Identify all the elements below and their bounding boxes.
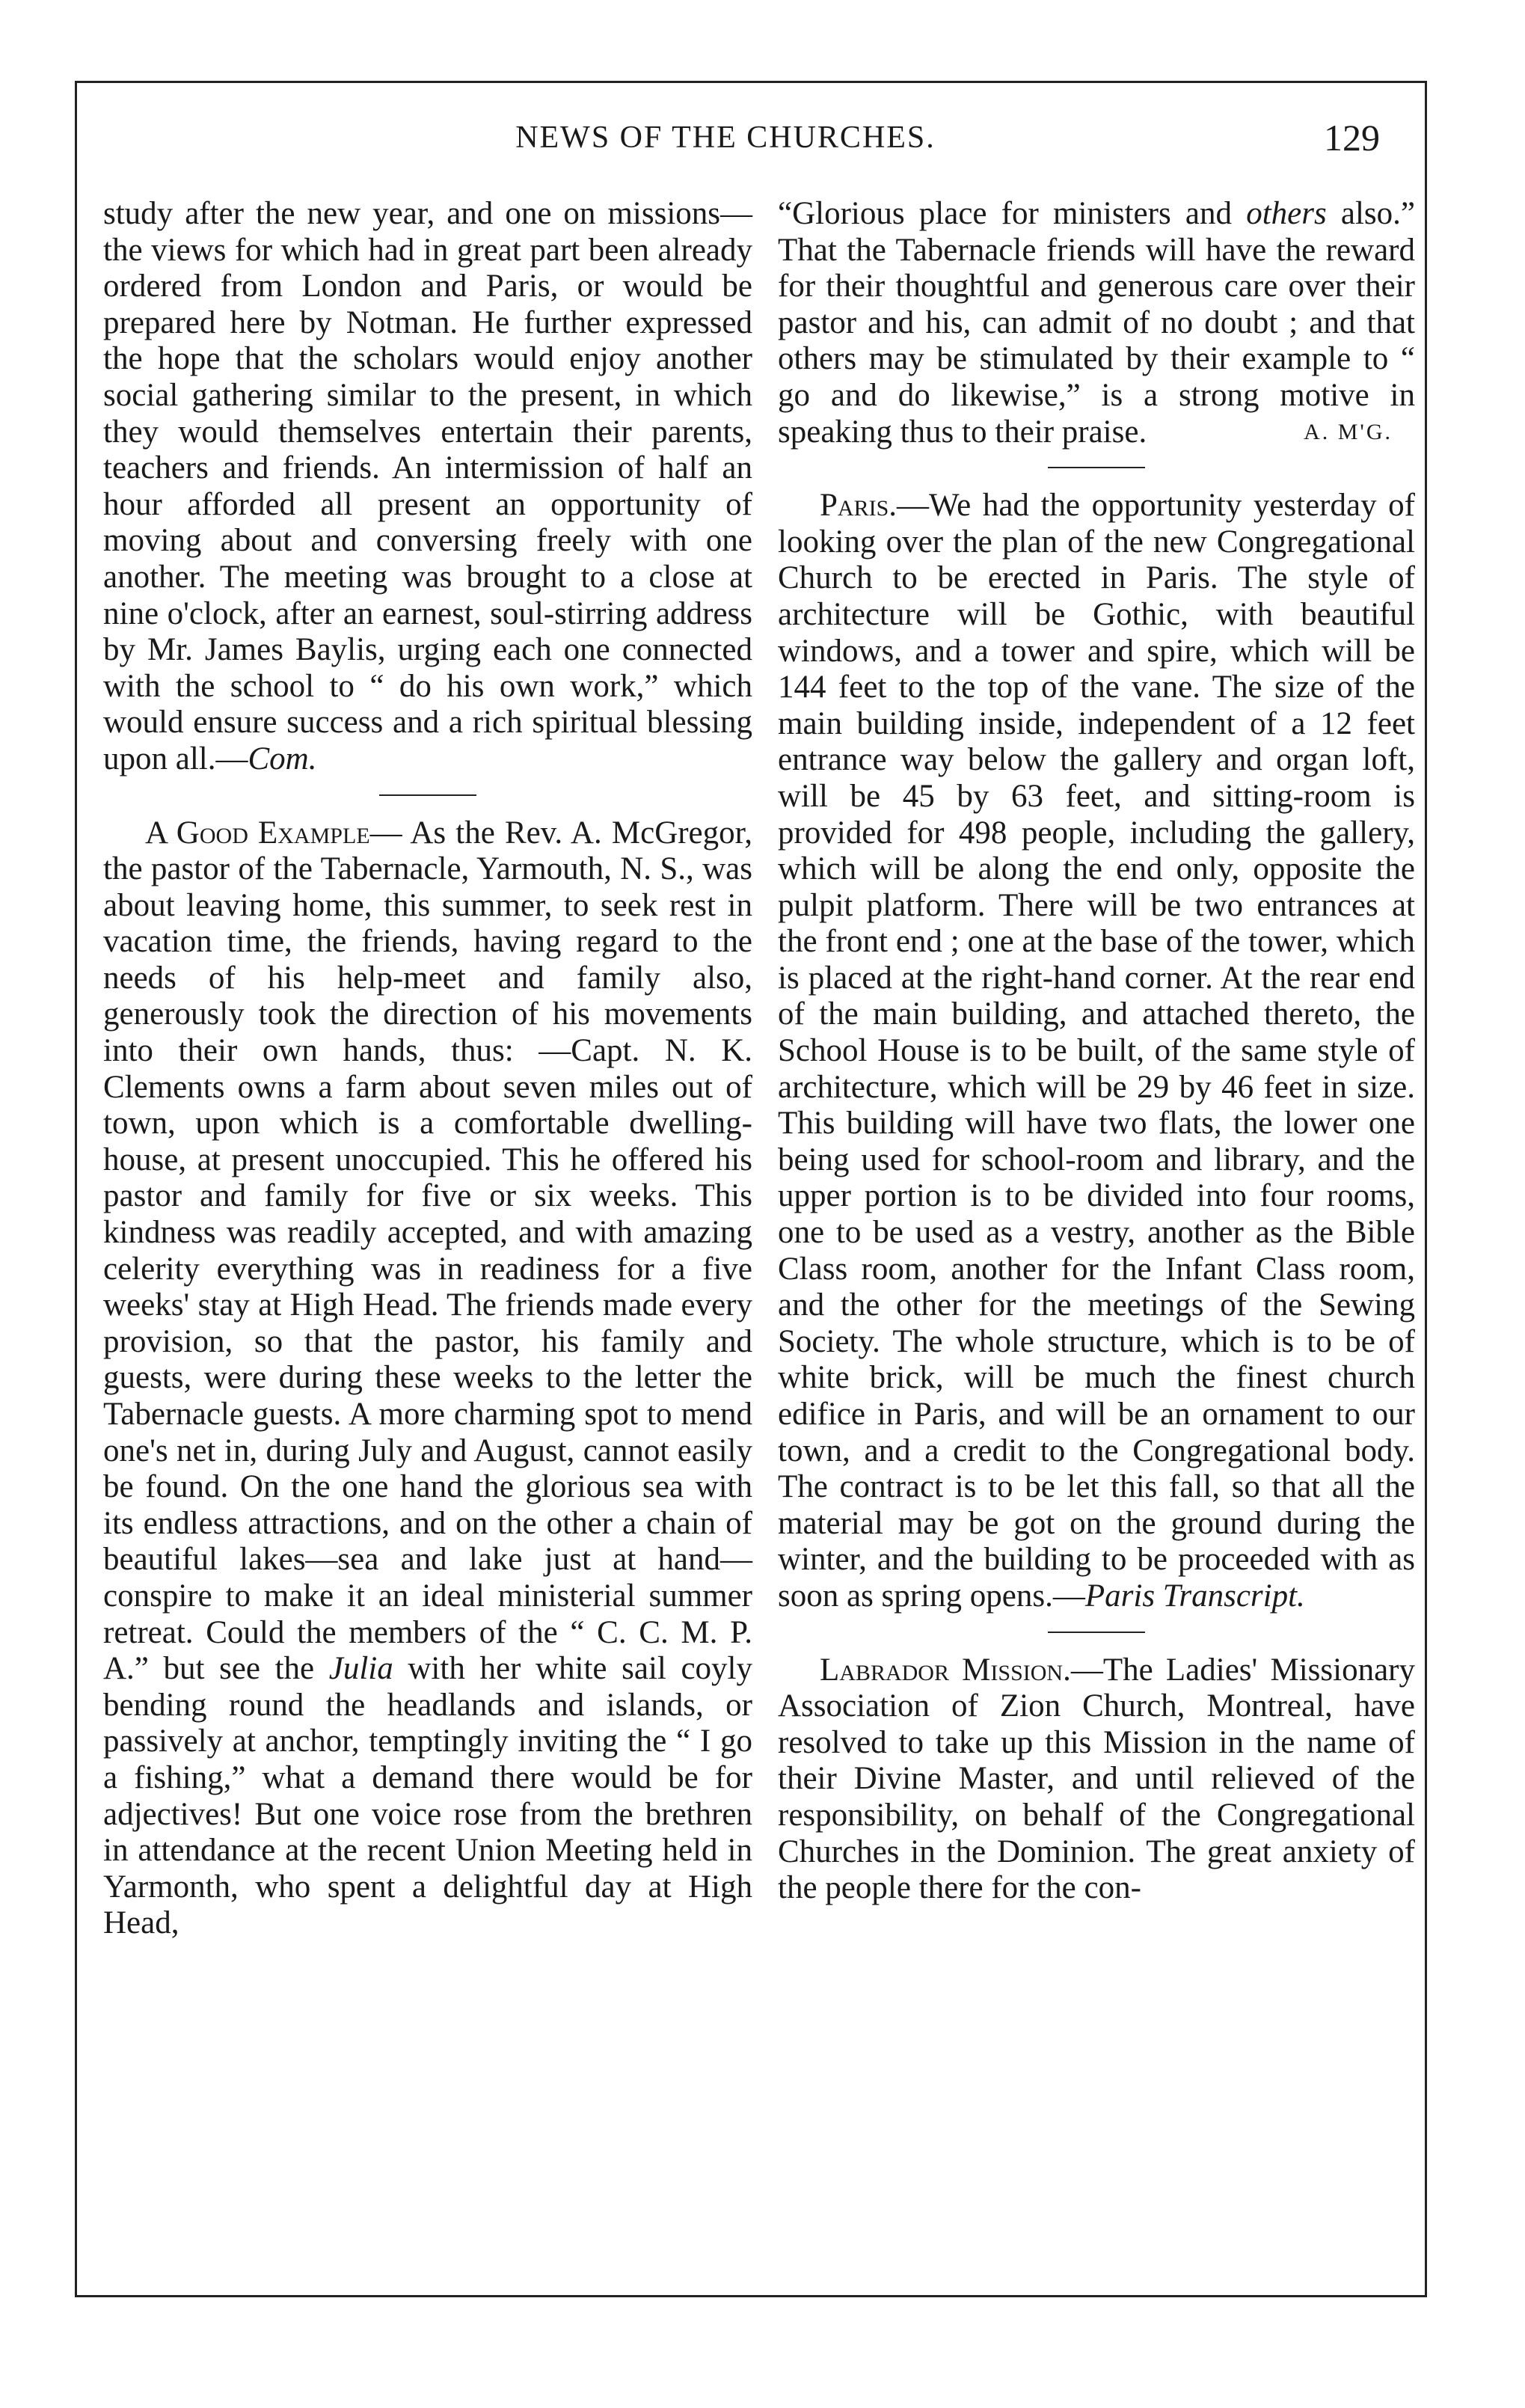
left-paragraph-continued xyxy=(103,196,752,778)
section-separator xyxy=(1048,467,1145,468)
paris-heading: Paris. xyxy=(820,488,897,524)
page-frame-bottom-rule xyxy=(75,2295,1427,2297)
good-example-emphasis: others xyxy=(1246,196,1327,231)
page-frame-left-rule xyxy=(75,81,77,2295)
good-example-heading: A Good Example xyxy=(145,815,370,851)
labrador-heading: Labrador Mission. xyxy=(820,1652,1071,1688)
good-example-signature: A. M'G. xyxy=(1304,419,1393,444)
good-example-boat-name: Julia xyxy=(328,1651,393,1687)
labrador-article xyxy=(778,1652,1415,1907)
page-number: 129 xyxy=(1324,117,1380,159)
left-paragraph-signature: Com. xyxy=(248,741,317,776)
paris-text: —We had the opportunity yesterday of looking over the plan of the new Congregational Church to be erected in Paris. The style of architecture will be Gothic, with beautiful windows, and a tower and spire, which will be 144 feet to the top of the vane. The size of the main building inside, independent of a 12 feet entrance way below the gallery and organ loft, will be 45 by 63 feet, and sitting-room is provided for 498 people, including the gallery, which will be along the end only, opposite the pulpit platform. There will be two entrances at the front end ; one at the base of the tower, which is placed at the right-hand corner. At the rear end of the main building, and attached thereto, the School House is to be built, of the same style of architecture, which will be 29 by 46 feet in size. This building will have two flats, the lower one being used for school-room and library, and the upper portion is to be divided into four rooms, one to be used as a vestry, another as the Bible Class room, another for the Infant Class room, and the other for the meetings of the Sewing Society. The whole structure, which is to be of white brick, will be much the finest church edifice in Paris, and will be an ornament to our town, and a credit to the Congregational body. The contract is to be let this fall, so that all the material may be got on the ground during the winter, and the building to be proceeded with as soon as spring opens.— xyxy=(778,488,1415,1614)
good-example-text: — As the Rev. A. McGregor, the pastor of the Tabernacle, Yarmouth, N. S., was about leaving home, this summer, to seek rest in vacation time, the friends, having regard to the needs of his help-meet and family also, generously took the direction of his movements into their own hands, thus: —Capt. N. K. Clements owns a farm about seven miles out of town, upon which is a comfortable dwelling-house, at present unoccupied. This he offered his pastor and family for five or six weeks. This kindness was readily accepted, and with amazing celerity everything was in readiness for a five weeks' stay at High Head. The friends made every provision, so that the pastor, his family and guests, were during these weeks to the letter the Tabernacle guests. A more charming spot to mend one's net in, during July and August, cannot easily be found. On the one hand the glorious sea with its endless attractions, and on the other a chain of beautiful lakes—sea and lake just at hand—conspire to make it an ideal ministerial summer retreat. Could the members of the “ C. C. M. P. A.” but see the xyxy=(103,815,752,1687)
running-head-title: NEWS OF THE CHURCHES. xyxy=(515,120,936,155)
left-column xyxy=(103,196,752,1942)
page-frame-right-rule xyxy=(1425,81,1427,2295)
good-example-conclusion-text: “Glorious place for ministers and xyxy=(778,196,1247,231)
section-separator xyxy=(1048,1632,1145,1633)
good-example-conclusion xyxy=(778,196,1415,450)
right-column xyxy=(778,196,1415,1907)
labrador-text: —The Ladies' Missionary Association of Zion Church, Montreal, have resolved to take up this Mission in the name of their Divine Master, and until relieved of the responsibility, on behalf of the Congregational Churches in the Dominion. The great anxiety of the people there for the con- xyxy=(778,1652,1415,1906)
good-example-article xyxy=(103,815,752,1942)
paris-source: Paris Transcript. xyxy=(1084,1578,1305,1614)
good-example-conclusion-text-b: also.” That the Tabernacle friends will have the reward for their thoughtful and generous care over their pastor and his, can admit of no doubt ; and that others may be stimulated by their example to “ go and do likewise,” is a strong motive in speaking thus to their praise. xyxy=(778,196,1415,450)
paris-article xyxy=(778,488,1415,1614)
good-example-text-continued: with her white sail coyly bending round the headlands and islands, or passively at anchor, temptingly inviting the “ I go a fishing,” what a demand there would be for adjectives! But one voice rose from the brethren in attendance at the recent Union Meeting held in Yarmonth, who spent a delightful day at High Head, xyxy=(103,1651,752,1941)
left-paragraph-continued-text: study after the new year, and one on missions—the views for which had in great part been already ordered from London and Paris, or would be prepared here by Notman. He further expressed the hope that the scholars would enjoy another social gathering similar to the present, in which they would themselves entertain their parents, teachers and friends. An intermission of half an hour afforded all present an opportunity of moving about and conversing freely with one another. The meeting was brought to a close at nine o'clock, after an earnest, soul-stirring address by Mr. James Baylis, urging each one connected with the school to “ do his own work,” which would ensure success and a rich spiritual blessing upon all.— xyxy=(103,196,752,776)
page-frame-top-rule xyxy=(75,81,1425,83)
section-separator xyxy=(379,794,476,796)
